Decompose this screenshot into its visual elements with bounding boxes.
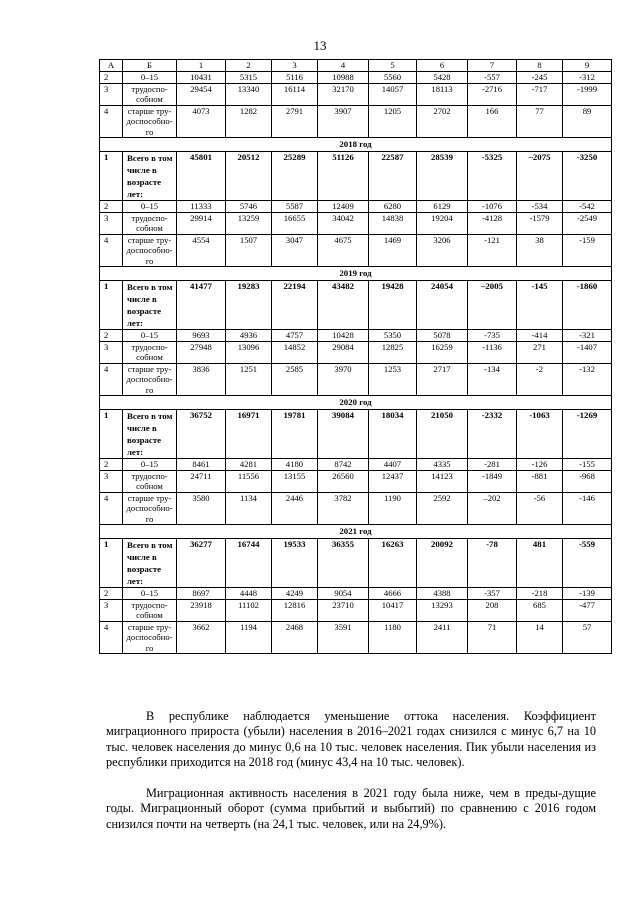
table-cell: 4675 (318, 234, 369, 267)
table-cell: 12437 (369, 470, 417, 492)
table-row (100, 599, 612, 621)
table-cell: 4936 (226, 330, 272, 342)
table-cell: 10428 (318, 330, 369, 342)
table-cell: 1205 (369, 105, 417, 138)
row-label: Всего в том числе в возрасте лет: (123, 281, 177, 330)
table-cell: 6129 (417, 201, 468, 213)
table-cell: 19204 (417, 212, 468, 234)
row-label: Всего в том числе в возрасте лет: (123, 539, 177, 588)
table-cell: 16971 (226, 410, 272, 459)
row-label: трудоспо-собном (123, 599, 177, 621)
table-cell: 14057 (369, 83, 417, 105)
table-cell: 11333 (177, 201, 226, 213)
table-cell: -146 (563, 492, 612, 525)
table-cell: 41477 (177, 281, 226, 330)
year-header-row (100, 525, 612, 539)
table-cell: 3047 (272, 234, 318, 267)
table-cell: 8697 (177, 588, 226, 600)
row-label: старше тру-доспособно-го (123, 105, 177, 138)
table-cell: -2716 (468, 83, 517, 105)
row-code: 4 (100, 105, 123, 138)
table-cell: 2468 (272, 621, 318, 654)
table-cell: 5428 (417, 72, 468, 84)
table-cell: 12409 (318, 201, 369, 213)
table-cell: -2332 (468, 410, 517, 459)
table-cell: 20092 (417, 539, 468, 588)
table-row (100, 234, 612, 267)
table-cell: 13096 (226, 341, 272, 363)
row-code: 4 (100, 492, 123, 525)
table-cell: 20512 (226, 152, 272, 201)
year-header-row (100, 267, 612, 281)
table-cell: 1194 (226, 621, 272, 654)
column-header: 9 (563, 60, 612, 72)
row-code: 2 (100, 72, 123, 84)
row-code: 2 (100, 330, 123, 342)
table-cell: 19533 (272, 539, 318, 588)
table-cell: 4407 (369, 459, 417, 471)
table-cell: 24054 (417, 281, 468, 330)
table-cell: -126 (517, 459, 563, 471)
table-cell: 481 (517, 539, 563, 588)
table-cell: 13340 (226, 83, 272, 105)
row-code: 3 (100, 83, 123, 105)
table-cell: -1136 (468, 341, 517, 363)
table-cell: 29454 (177, 83, 226, 105)
table-cell: 12816 (272, 599, 318, 621)
table-cell: 13259 (226, 212, 272, 234)
table-cell: -134 (468, 363, 517, 396)
table-cell: 19283 (226, 281, 272, 330)
table-row (100, 410, 612, 459)
table-cell: 16744 (226, 539, 272, 588)
table-cell: 29084 (318, 341, 369, 363)
row-label: Всего в том числе в возрасте лет: (123, 152, 177, 201)
table-cell: 4554 (177, 234, 226, 267)
column-header: 4 (318, 60, 369, 72)
table-cell: 5315 (226, 72, 272, 84)
table-cell: 14838 (369, 212, 417, 234)
table-row (100, 330, 612, 342)
table-cell: 3580 (177, 492, 226, 525)
table-cell: 3206 (417, 234, 468, 267)
table-body (100, 60, 612, 654)
table-cell: 89 (563, 105, 612, 138)
table-cell: –2075 (517, 152, 563, 201)
table-cell: 22194 (272, 281, 318, 330)
table-cell: 1190 (369, 492, 417, 525)
table-cell: -218 (517, 588, 563, 600)
table-cell: -2 (517, 363, 563, 396)
table-cell: 57 (563, 621, 612, 654)
table-cell: -557 (468, 72, 517, 84)
table-cell: 685 (517, 599, 563, 621)
table-cell: -1269 (563, 410, 612, 459)
table-cell: 12825 (369, 341, 417, 363)
table-cell: 36752 (177, 410, 226, 459)
table-cell: -5325 (468, 152, 517, 201)
table-cell: -145 (517, 281, 563, 330)
table-row (100, 201, 612, 213)
table-cell: 27948 (177, 341, 226, 363)
page-number: 13 (313, 38, 327, 53)
table-cell: -2549 (563, 212, 612, 234)
row-code: 1 (100, 410, 123, 459)
table-cell: 16655 (272, 212, 318, 234)
table-cell: -155 (563, 459, 612, 471)
year-header-row (100, 396, 612, 410)
table-cell: 4757 (272, 330, 318, 342)
row-label: трудоспо-собном (123, 470, 177, 492)
table-cell: 2585 (272, 363, 318, 396)
year-header-row (100, 138, 612, 152)
row-code: 1 (100, 281, 123, 330)
table-cell: 8742 (318, 459, 369, 471)
table-cell: 23710 (318, 599, 369, 621)
table-cell: 8461 (177, 459, 226, 471)
table-cell: 2446 (272, 492, 318, 525)
table-cell: 19428 (369, 281, 417, 330)
row-code: 2 (100, 459, 123, 471)
table-cell: 4335 (417, 459, 468, 471)
table-cell: 28539 (417, 152, 468, 201)
table-cell: 3662 (177, 621, 226, 654)
table-cell: -534 (517, 201, 563, 213)
row-label: 0–15 (123, 72, 177, 84)
row-label: 0–15 (123, 330, 177, 342)
table-cell: 1253 (369, 363, 417, 396)
table-cell: -321 (563, 330, 612, 342)
table-cell: -121 (468, 234, 517, 267)
row-code: 3 (100, 212, 123, 234)
table-cell: 14852 (272, 341, 318, 363)
table-cell: 3591 (318, 621, 369, 654)
table-row (100, 459, 612, 471)
column-header: 1 (177, 60, 226, 72)
table-header-row (100, 60, 612, 72)
table-cell: -968 (563, 470, 612, 492)
table-cell: 3907 (318, 105, 369, 138)
table-cell: 9693 (177, 330, 226, 342)
year-label: 2021 год (100, 525, 612, 539)
table-row (100, 470, 612, 492)
table-cell: -1076 (468, 201, 517, 213)
table-row (100, 212, 612, 234)
table-cell: 3836 (177, 363, 226, 396)
table-cell: 13155 (272, 470, 318, 492)
row-code: 3 (100, 599, 123, 621)
row-label: Всего в том числе в возрасте лет: (123, 410, 177, 459)
column-header: 2 (226, 60, 272, 72)
row-label: трудоспо-собном (123, 341, 177, 363)
migration-table (99, 59, 612, 654)
table-cell: 2592 (417, 492, 468, 525)
table-cell: 18113 (417, 83, 468, 105)
table-cell: 21050 (417, 410, 468, 459)
table-cell: 4388 (417, 588, 468, 600)
table-cell: 5350 (369, 330, 417, 342)
table-cell: -78 (468, 539, 517, 588)
table-cell: 4666 (369, 588, 417, 600)
row-label: 0–15 (123, 459, 177, 471)
table-cell: 4073 (177, 105, 226, 138)
column-header: 3 (272, 60, 318, 72)
row-label: старше тру-доспособно-го (123, 363, 177, 396)
table-cell: 2717 (417, 363, 468, 396)
table-row (100, 83, 612, 105)
table-row (100, 588, 612, 600)
table-cell: -245 (517, 72, 563, 84)
column-header: 8 (517, 60, 563, 72)
table-cell: 5078 (417, 330, 468, 342)
table-cell: 39084 (318, 410, 369, 459)
table-cell: 4180 (272, 459, 318, 471)
table-cell: 19781 (272, 410, 318, 459)
row-label: старше тру-доспособно-го (123, 492, 177, 525)
table-cell: 4281 (226, 459, 272, 471)
table-cell: -881 (517, 470, 563, 492)
table-cell: 45801 (177, 152, 226, 201)
table-row (100, 621, 612, 654)
table-cell: -1999 (563, 83, 612, 105)
table-cell: 3782 (318, 492, 369, 525)
column-header: 7 (468, 60, 517, 72)
table-cell: -281 (468, 459, 517, 471)
table-cell: 10988 (318, 72, 369, 84)
table-cell: 29914 (177, 212, 226, 234)
row-code: 4 (100, 234, 123, 267)
table-cell: 18034 (369, 410, 417, 459)
year-label: 2020 год (100, 396, 612, 410)
table-cell: –2005 (468, 281, 517, 330)
table-cell: 26560 (318, 470, 369, 492)
table-cell: -717 (517, 83, 563, 105)
row-label: трудоспо-собном (123, 83, 177, 105)
table-cell: 24711 (177, 470, 226, 492)
row-label: 0–15 (123, 201, 177, 213)
table-cell: -357 (468, 588, 517, 600)
table-cell: 5587 (272, 201, 318, 213)
table-cell: 1469 (369, 234, 417, 267)
table-cell: 2411 (417, 621, 468, 654)
row-code: 2 (100, 588, 123, 600)
table-cell: 32170 (318, 83, 369, 105)
table-cell: 10417 (369, 599, 417, 621)
table-row (100, 152, 612, 201)
table-cell: 271 (517, 341, 563, 363)
table-row (100, 492, 612, 525)
table-cell: 16259 (417, 341, 468, 363)
table-cell: 208 (468, 599, 517, 621)
table-cell: 38 (517, 234, 563, 267)
row-code: 2 (100, 201, 123, 213)
column-header: Б (123, 60, 177, 72)
row-code: 4 (100, 621, 123, 654)
table-cell: 14123 (417, 470, 468, 492)
table-cell: 5746 (226, 201, 272, 213)
table-cell: 166 (468, 105, 517, 138)
table-cell: 71 (468, 621, 517, 654)
paragraph-migration-outflow: В республике наблюдается уменьшение оттока населения. Коэффициент миграционного прироста (убыли) населения в 2016–2021 годах снизился с минус 6,7 на 10 тыс. человек населения до минус 0,6 на 10 тыс. человек населения. Пик убыли населения из республики приходится на 2018 год (минус 43,4 на 10 тыс. человек). (106, 709, 596, 769)
table-cell: –202 (468, 492, 517, 525)
row-label: старше тру-доспособно-го (123, 234, 177, 267)
table-cell: 14 (517, 621, 563, 654)
table-cell: 1251 (226, 363, 272, 396)
table-cell: 51126 (318, 152, 369, 201)
table-cell: 2791 (272, 105, 318, 138)
table-cell: 36355 (318, 539, 369, 588)
table-cell: -414 (517, 330, 563, 342)
column-header: А (100, 60, 123, 72)
table-cell: 34042 (318, 212, 369, 234)
table-cell: 13293 (417, 599, 468, 621)
table-cell: -559 (563, 539, 612, 588)
table-cell: 23918 (177, 599, 226, 621)
year-label: 2018 год (100, 138, 612, 152)
table-cell: -1579 (517, 212, 563, 234)
table-cell: 5116 (272, 72, 318, 84)
table-cell: -139 (563, 588, 612, 600)
table-cell: -159 (563, 234, 612, 267)
table-cell: -56 (517, 492, 563, 525)
table-cell: -1849 (468, 470, 517, 492)
table-cell: 16114 (272, 83, 318, 105)
table-cell: 3970 (318, 363, 369, 396)
table-cell: 11102 (226, 599, 272, 621)
table-cell: 9054 (318, 588, 369, 600)
table-cell: 1507 (226, 234, 272, 267)
table-cell: -312 (563, 72, 612, 84)
row-code: 1 (100, 152, 123, 201)
table-row (100, 72, 612, 84)
column-header: 5 (369, 60, 417, 72)
table-cell: 4249 (272, 588, 318, 600)
table-cell: -1860 (563, 281, 612, 330)
table-cell: -3250 (563, 152, 612, 201)
table-cell: 1282 (226, 105, 272, 138)
table-cell: 1134 (226, 492, 272, 525)
year-label: 2019 год (100, 267, 612, 281)
table-cell: -4128 (468, 212, 517, 234)
table-cell: 1180 (369, 621, 417, 654)
table-cell: 25289 (272, 152, 318, 201)
row-code: 3 (100, 470, 123, 492)
table-cell: -477 (563, 599, 612, 621)
column-header: 6 (417, 60, 468, 72)
table-cell: 10431 (177, 72, 226, 84)
table-cell: 6280 (369, 201, 417, 213)
table-row (100, 341, 612, 363)
table-row (100, 363, 612, 396)
table-cell: -132 (563, 363, 612, 396)
table-row (100, 281, 612, 330)
table-cell: -735 (468, 330, 517, 342)
table-cell: 2702 (417, 105, 468, 138)
table-cell: 11556 (226, 470, 272, 492)
table-cell: 77 (517, 105, 563, 138)
table-cell: 5560 (369, 72, 417, 84)
paragraph-migration-activity: Миграционная активность населения в 2021 году была ниже, чем в преды-дущие годы. Миграционный оборот (сумма прибытий и выбытий) по сравнению с 2016 годом снизился почти на четверть (на 24,1 тыс. человек, или на 24,9%). (106, 786, 596, 831)
row-label: 0–15 (123, 588, 177, 600)
table-row (100, 105, 612, 138)
row-label: трудоспо-собном (123, 212, 177, 234)
table-cell: 4448 (226, 588, 272, 600)
table-cell: 22587 (369, 152, 417, 201)
table-cell: -1063 (517, 410, 563, 459)
table-row (100, 539, 612, 588)
table-cell: -1407 (563, 341, 612, 363)
table-cell: 16263 (369, 539, 417, 588)
row-label: старше тру-доспособно-го (123, 621, 177, 654)
table-cell: 36277 (177, 539, 226, 588)
row-code: 3 (100, 341, 123, 363)
table-cell: -542 (563, 201, 612, 213)
table-cell: 43482 (318, 281, 369, 330)
row-code: 1 (100, 539, 123, 588)
row-code: 4 (100, 363, 123, 396)
